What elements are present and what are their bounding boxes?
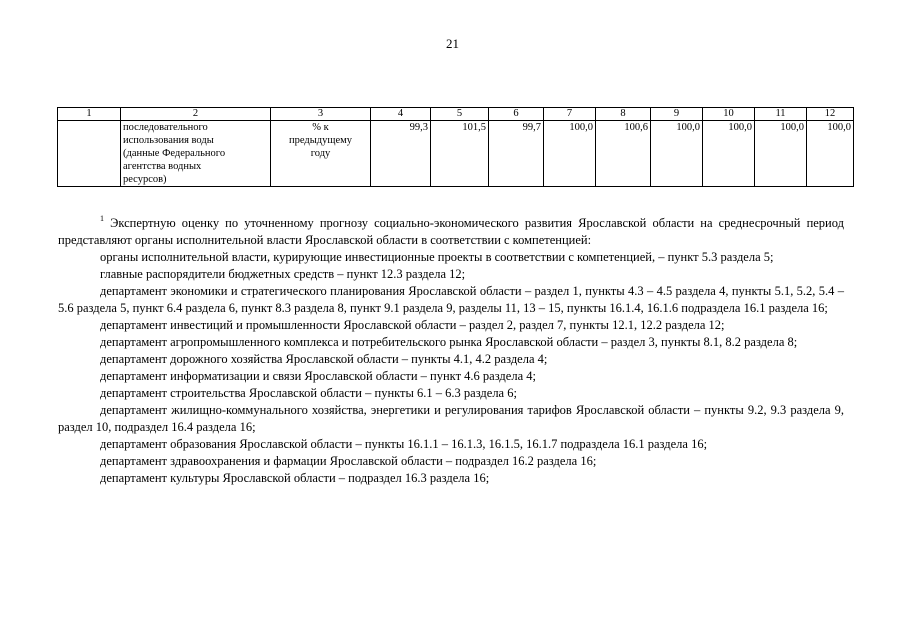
table-cell-value: 99,7: [489, 121, 544, 187]
footnote-text: Экспертную оценку по уточненному прогнозу социально-экономического развития Ярославской области на среднесрочный период представляют органы исполнительной власти Ярославской области в соответствии с компетенцией:: [58, 216, 844, 247]
table-cell-value: 100,0: [807, 121, 854, 187]
table-cell-value: 100,0: [755, 121, 807, 187]
table-header-cell: 11: [755, 108, 807, 121]
table-header-cell: 6: [489, 108, 544, 121]
footnote-paragraph: департамент жилищно-коммунального хозяйства, энергетики и регулирования тарифов Ярославской области – пункты 9.2, 9.3 раздела 9, раздел 10, подраздел 16.4 раздела 16;: [58, 403, 844, 434]
description-line: ресурсов): [123, 174, 167, 185]
table-header-cell: 10: [703, 108, 755, 121]
footnote-paragraph: департамент инвестиций и промышленности Ярославской области – раздел 2, раздел 7, пункты 12.1, 12.2 раздела 12;: [100, 318, 725, 332]
table-header-cell: 1: [58, 108, 121, 121]
table-cell-value: 100,0: [544, 121, 596, 187]
footnote-paragraph: департамент здравоохранения и фармации Ярославской области – подраздел 16.2 раздела 16;: [100, 454, 597, 468]
indicator-table: [57, 107, 854, 187]
footnote-paragraph: департамент экономики и стратегического планирования Ярославской области – раздел 1, пункты 4.3 – 4.5 раздела 4, пункты 5.1, 5.2, 5.4 – 5.6 раздела 5, пункт 6.4 раздела 6, пункт 8.3 раздела 8, пункт 9.1 раздела 9, разделы 11, 13 – 15, пункты 16.1.4, 16.1.6 подраздела 16.1 раздела 16;: [58, 284, 844, 315]
table-header-row: [58, 108, 854, 121]
description-line: последовательного: [123, 122, 208, 133]
footnote-marker: 1: [100, 214, 104, 223]
table-header-cell: 3: [271, 108, 371, 121]
table-header-cell: 8: [596, 108, 651, 121]
unit-line: году: [310, 148, 331, 159]
table-header-cell: 4: [371, 108, 431, 121]
table-cell-value: 99,3: [371, 121, 431, 187]
description-line: агентства водных: [123, 161, 202, 172]
table-row: [58, 121, 854, 187]
page-number: 21: [446, 36, 459, 51]
footnote-paragraph: органы исполнительной власти, курирующие инвестиционные проекты в соответствии с компетенцией, – пункт 5.3 раздела 5;: [100, 250, 774, 264]
table-header-cell: 12: [807, 108, 854, 121]
footnote-paragraph: департамент образования Ярославской области – пункты 16.1.1 – 16.1.3, 16.1.5, 16.1.7 подраздела 16.1 раздела 16;: [100, 437, 708, 451]
description-line: (данные Федерального: [123, 148, 226, 159]
unit-line: % к: [312, 122, 329, 133]
footnote-paragraph: [58, 210, 844, 249]
table-cell-unit: [271, 121, 371, 187]
table-cell-value: 101,5: [431, 121, 489, 187]
description-line: использования воды: [123, 135, 214, 146]
table-cell-value: 100,6: [596, 121, 651, 187]
table-header-cell: 7: [544, 108, 596, 121]
footnote-block: [58, 210, 844, 487]
footnote-paragraph: главные распорядители бюджетных средств – пункт 12.3 раздела 12;: [100, 267, 466, 281]
footnote-paragraph: департамент агропромышленного комплекса и потребительского рынка Ярославской области – раздел 3, пункты 8.1, 8.2 раздела 8;: [100, 335, 798, 349]
footnote-paragraph: департамент культуры Ярославской области – подраздел 16.3 раздела 16;: [100, 471, 490, 485]
unit-line: предыдущему: [288, 135, 353, 146]
table-cell-value: 100,0: [703, 121, 755, 187]
table-header-cell: 9: [651, 108, 703, 121]
footnote-paragraph: департамент строительства Ярославской области – пункты 6.1 – 6.3 раздела 6;: [100, 386, 517, 400]
table-header-cell: 2: [121, 108, 271, 121]
footnote-paragraph: департамент информатизации и связи Ярославской области – пункт 4.6 раздела 4;: [100, 369, 536, 383]
table-cell-description: [121, 121, 271, 187]
table-header-cell: 5: [431, 108, 489, 121]
table-cell-value: 100,0: [651, 121, 703, 187]
table-cell-index: [58, 121, 121, 187]
footnote-paragraph: департамент дорожного хозяйства Ярославской области – пункты 4.1, 4.2 раздела 4;: [100, 352, 548, 366]
